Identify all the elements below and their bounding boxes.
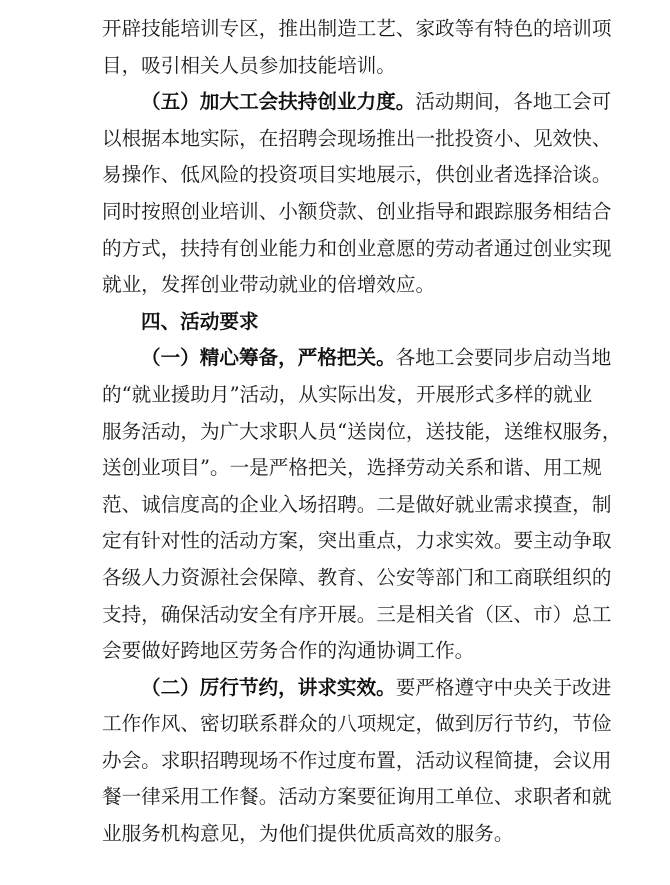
paragraph-text: 同时按照创业培训、小额贷款、创业指导和跟踪服务相结合 xyxy=(102,199,612,223)
paragraph-line xyxy=(102,743,612,780)
section-heading-line xyxy=(102,304,572,341)
paragraph-line xyxy=(102,487,612,524)
paragraph-text: 的方式，扶持有创业能力和创业意愿的劳动者通过创业实现 xyxy=(102,236,612,260)
paragraph-text: 会要做好跨地区劳务合作的沟通协调工作。 xyxy=(102,639,475,663)
section-heading-line xyxy=(102,340,612,377)
section-heading-line xyxy=(102,84,612,121)
paragraph-line xyxy=(102,377,593,414)
paragraph-text: 开辟技能培训专区，推出制造工艺、家政等有特色的培训项 xyxy=(102,17,612,40)
paragraph-text: 的“就业援助月”活动，从实际出发，开展形式多样的就业 xyxy=(102,382,593,406)
paragraph-text: 以根据本地实际，在招聘会现场推出一批投资小、见效快、 xyxy=(102,126,612,150)
section-heading: （五）加大工会扶持创业力度。 xyxy=(141,90,416,114)
paragraph-text: 送创业项目”。一是严格把关，选择劳动关系和谐、用工规 xyxy=(102,456,602,480)
paragraph-text: 餐一律采用工作餐。活动方案要征询用工单位、求职者和就 xyxy=(102,785,612,809)
section-heading-line xyxy=(102,670,612,707)
paragraph-line xyxy=(102,633,572,670)
paragraph-line xyxy=(102,11,612,48)
section-heading: 四、活动要求 xyxy=(141,309,259,333)
paragraph-text: 目，吸引相关人员参加技能培训。 xyxy=(102,53,396,77)
paragraph-line xyxy=(102,450,602,487)
paragraph-text: 工作作风、密切联系群众的八项规定，做到厉行节约，节俭 xyxy=(102,712,612,736)
paragraph-line xyxy=(102,194,612,231)
paragraph-text: 定有针对性的活动方案，突出重点，力求实效。要主动争取 xyxy=(102,529,612,553)
paragraph-line xyxy=(102,816,572,853)
paragraph-text: 范、诚信度高的企业入场招聘。二是做好就业需求摸查，制 xyxy=(102,492,612,516)
paragraph-text: 就业，发挥创业带动就业的倍增效应。 xyxy=(102,273,436,297)
section-heading: （二）厉行节约，讲求实效。 xyxy=(141,675,396,699)
paragraph-line xyxy=(102,597,612,634)
paragraph-line xyxy=(102,231,612,268)
paragraph-line xyxy=(102,121,612,158)
paragraph-line xyxy=(102,560,612,597)
paragraph-text: 易操作、低风险的投资项目实地展示，供创业者选择洽谈。 xyxy=(102,163,612,187)
paragraph-line xyxy=(102,523,612,560)
paragraph-text: 各级人力资源社会保障、教育、公安等部门和工商联组织的 xyxy=(102,565,612,589)
paragraph-line xyxy=(102,157,612,194)
paragraph-text: 业服务机构意见，为他们提供优质高效的服务。 xyxy=(102,822,514,846)
paragraph-text: 支持，确保活动安全有序开展。三是相关省（区、市）总工 xyxy=(102,602,612,626)
document-body xyxy=(102,11,622,853)
paragraph-text: 服务活动，为广大求职人员“送岗位，送技能，送维权服务， xyxy=(102,419,622,443)
paragraph-line xyxy=(102,267,572,304)
section-heading: （一）精心筹备，严格把关。 xyxy=(141,346,396,370)
paragraph-line xyxy=(102,414,622,451)
paragraph-text: 办会。求职招聘现场不作过度布置，活动议程简捷，会议用 xyxy=(102,748,612,772)
paragraph-text: 活动期间，各地工会可 xyxy=(415,90,612,114)
paragraph-line xyxy=(102,48,572,85)
paragraph-text: 各地工会要同步启动当地 xyxy=(395,346,612,370)
paragraph-text: 要严格遵守中央关于改进 xyxy=(395,675,612,699)
paragraph-line xyxy=(102,779,612,816)
paragraph-line xyxy=(102,706,612,743)
